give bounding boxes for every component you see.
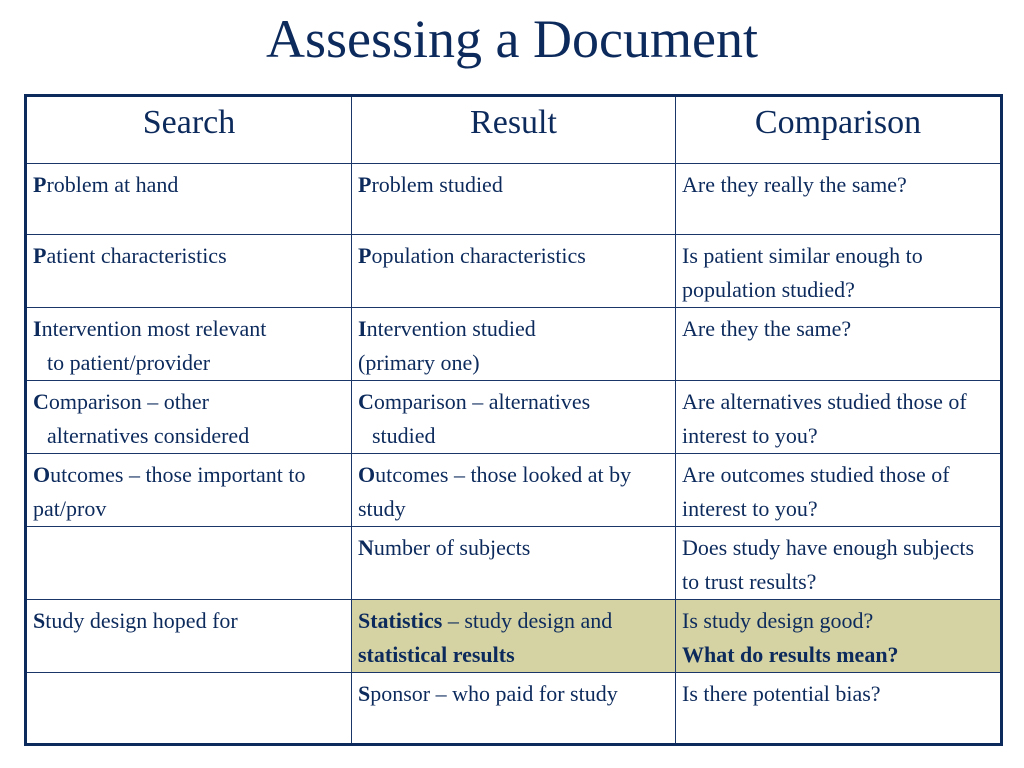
table-row-sponsor <box>26 673 1002 745</box>
initial-letter: P <box>33 172 47 197</box>
cell-text: utcomes – those important to pat/prov <box>33 462 306 521</box>
cell-text: atient characteristics <box>46 243 227 268</box>
comparison-cell: Are they the same? <box>676 308 1002 381</box>
cell-text: roblem at hand <box>46 172 179 197</box>
cell-text-bold: statistical results <box>358 642 515 667</box>
comparison-cell: Are outcomes studied those of interest to you? <box>676 454 1002 527</box>
initial-letter: P <box>358 243 372 268</box>
cell-text-line2: studied <box>372 423 436 448</box>
result-cell <box>352 527 676 600</box>
cell-text: Is study design good? <box>682 608 874 633</box>
result-cell <box>352 164 676 235</box>
cell-text-line2: (primary one) <box>358 350 480 375</box>
cell-text: – study design and <box>442 608 613 633</box>
result-cell <box>352 454 676 527</box>
search-cell <box>26 235 352 308</box>
result-cell-highlighted <box>352 600 676 673</box>
initial-letter: I <box>33 316 42 341</box>
result-cell <box>352 673 676 745</box>
page-title: Assessing a Document <box>266 9 758 69</box>
search-cell <box>26 600 352 673</box>
initial-letter: C <box>358 389 374 414</box>
cell-text: umber of subjects <box>373 535 531 560</box>
cell-text: ntervention studied <box>366 316 536 341</box>
table-row-number <box>26 527 1002 600</box>
initial-letter: I <box>358 316 367 341</box>
initial-letter: S <box>33 608 46 633</box>
table-row-comparison <box>26 381 1002 454</box>
search-cell <box>26 164 352 235</box>
search-cell <box>26 454 352 527</box>
initial-letter: N <box>358 535 374 560</box>
initial-letter: O <box>358 462 376 487</box>
table-row-patient <box>26 235 1002 308</box>
initial-letter: P <box>33 243 47 268</box>
cell-text-line2: to patient/provider <box>47 350 211 375</box>
comparison-cell: Are they really the same? <box>676 164 1002 235</box>
cell-text: utcomes – those looked at by study <box>358 462 632 521</box>
header-result: Result <box>352 96 676 164</box>
assessment-table <box>24 94 1003 746</box>
comparison-cell: Is patient similar enough to population studied? <box>676 235 1002 308</box>
cell-text: tudy design hoped for <box>45 608 238 633</box>
cell-text: ntervention most relevant <box>41 316 267 341</box>
cell-text-bold: Statistics <box>358 608 443 633</box>
result-cell <box>352 308 676 381</box>
header-row <box>26 96 1002 164</box>
comparison-cell: Does study have enough subjects to trust results? <box>676 527 1002 600</box>
initial-letter: C <box>33 389 49 414</box>
cell-text: ponsor – who paid for study <box>370 681 618 706</box>
initial-letter: O <box>33 462 51 487</box>
result-cell <box>352 381 676 454</box>
comparison-cell-highlighted <box>676 600 1002 673</box>
cell-text: omparison – alternatives <box>373 389 591 414</box>
cell-text: roblem studied <box>371 172 503 197</box>
result-cell <box>352 235 676 308</box>
initial-letter: P <box>358 172 372 197</box>
header-comparison: Comparison <box>676 96 1002 164</box>
table-row-statistics <box>26 600 1002 673</box>
search-cell <box>26 308 352 381</box>
comparison-cell: Are alternatives studied those of interest to you? <box>676 381 1002 454</box>
table-row-problem <box>26 164 1002 235</box>
search-cell-empty <box>26 527 352 600</box>
header-search: Search <box>26 96 352 164</box>
comparison-cell: Is there potential bias? <box>676 673 1002 745</box>
cell-text: omparison – other <box>48 389 209 414</box>
table-row-intervention <box>26 308 1002 381</box>
cell-text: opulation characteristics <box>371 243 586 268</box>
initial-letter: S <box>358 681 371 706</box>
table-row-outcomes <box>26 454 1002 527</box>
search-cell <box>26 381 352 454</box>
cell-text-bold: What do results mean? <box>682 642 899 667</box>
search-cell-empty <box>26 673 352 745</box>
cell-text-line2: alternatives considered <box>47 423 250 448</box>
